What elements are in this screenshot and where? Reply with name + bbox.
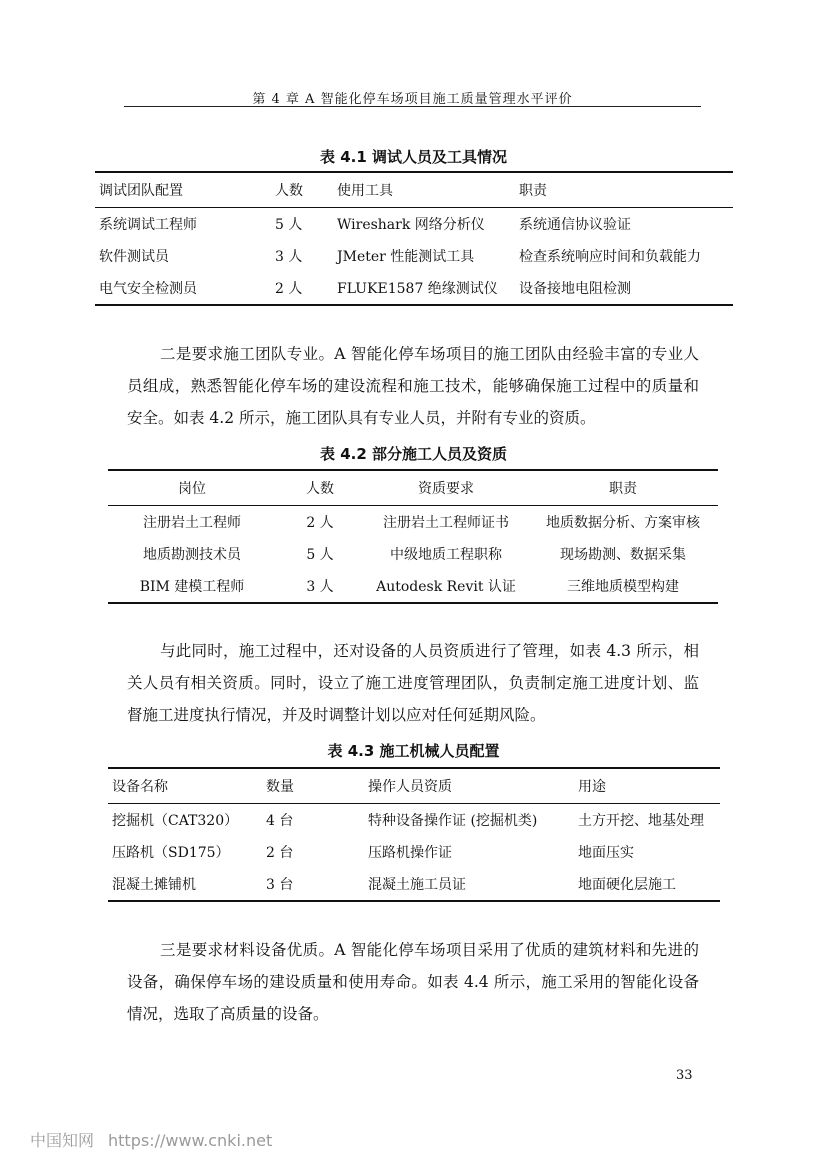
table-cell: 5 人 [275, 217, 303, 233]
page-number: 33 [676, 1068, 693, 1083]
running-header: 第 4 章 A 智能化停车场项目施工质量管理水平评价 [252, 92, 573, 107]
table-cell: Autodesk Revit 认证 [376, 579, 516, 595]
table-cell: 注册岩土工程师证书 [383, 515, 509, 531]
table3-header-row [108, 768, 720, 804]
table-cell: BIM 建模工程师 [139, 579, 245, 595]
table-cell: 软件测试员 [99, 249, 169, 265]
table1-col-header: 职责 [519, 183, 547, 199]
table3-col-header: 操作人员资质 [368, 779, 452, 795]
table-cell: 三维地质模型构建 [567, 579, 679, 595]
table-row [108, 570, 718, 603]
table-cell: 3 人 [275, 249, 303, 265]
table-cell: 特种设备操作证 (挖掘机类) [368, 813, 538, 829]
table-row [108, 868, 720, 901]
table-row [108, 506, 718, 539]
table1-col-header: 使用工具 [337, 183, 393, 199]
table3-col-header: 用途 [578, 779, 606, 795]
table2-caption: 表 4.2 部分施工人员及资质 [319, 445, 508, 463]
table-row [95, 208, 733, 241]
table-cell: 中级地质工程职称 [390, 547, 502, 563]
table-cell: 混凝土摊铺机 [112, 877, 196, 893]
table-cell: 设备接地电阻检测 [519, 281, 631, 297]
table-cell: 现场勘测、数据采集 [560, 547, 686, 563]
table1-col-header: 调试团队配置 [99, 183, 183, 199]
table1-caption: 表 4.1 调试人员及工具情况 [319, 148, 508, 166]
table3 [108, 767, 720, 902]
table-cell: 土方开挖、地基处理 [578, 813, 704, 829]
table-cell: 2 人 [275, 281, 303, 297]
table-cell: 电气安全检测员 [99, 281, 197, 297]
table1 [95, 171, 733, 306]
table-cell: 地质数据分析、方案审核 [546, 515, 700, 531]
table2-col-header: 岗位 [178, 481, 206, 497]
table-cell: 压路机操作证 [368, 845, 452, 861]
watermark-brand: 中国知网 [30, 1131, 95, 1150]
table-cell: 4 台 [266, 813, 294, 829]
paragraph-1 [127, 338, 699, 434]
table-cell: 地质勘测技术员 [143, 547, 241, 563]
table-cell: 混凝土施工员证 [368, 877, 466, 893]
paragraph-3 [127, 934, 699, 1030]
table2-col-header: 资质要求 [418, 481, 474, 497]
table-row [108, 836, 720, 868]
table2-col-header: 人数 [306, 481, 334, 497]
table-cell: 挖掘机（CAT320） [112, 813, 239, 829]
table-cell: FLUKE1587 绝缘测试仪 [337, 281, 498, 297]
table-cell: 地面硬化层施工 [578, 877, 676, 893]
table-cell: 2 人 [306, 515, 334, 531]
table-cell: 3 人 [306, 579, 334, 595]
table-cell: 5 人 [306, 547, 334, 563]
paragraph-text: 二是要求施工团队专业。A 智能化停车场项目的施工团队由经验丰富的专业人员组成，熟悉智能化停车场的建设流程和施工技术，能够确保施工过程中的质量和安全。如表 4.2 所示，施工团队具有专业人员，并附有专业的资质。 [127, 345, 699, 427]
header-rule [124, 106, 701, 107]
table-cell: JMeter 性能测试工具 [337, 249, 475, 265]
watermark [30, 1128, 272, 1151]
table-cell: 3 台 [266, 877, 294, 893]
table2 [108, 469, 718, 604]
table-row [108, 538, 718, 570]
table-cell: 系统调试工程师 [99, 217, 197, 233]
table-cell: Wireshark 网络分析仪 [337, 217, 485, 233]
table1-header-row [95, 172, 733, 208]
table-cell: 2 台 [266, 845, 294, 861]
watermark-url[interactable]: https://www.cnki.net [108, 1131, 273, 1150]
table-row [95, 240, 733, 272]
table-row [95, 272, 733, 305]
table-row [108, 804, 720, 837]
paragraph-2 [127, 635, 699, 731]
table3-caption: 表 4.3 施工机械人员配置 [327, 742, 500, 760]
table2-header-row [108, 470, 718, 506]
table-cell: 系统通信协议验证 [519, 217, 631, 233]
paragraph-text: 与此同时，施工过程中，还对设备的人员资质进行了管理，如表 4.3 所示，相关人员有相关资质。同时，设立了施工进度管理团队，负责制定施工进度计划、监督施工进度执行情况，并及时调整计划以应对任何延期风险。 [127, 642, 699, 724]
table2-col-header: 职责 [609, 481, 637, 497]
table-cell: 压路机（SD175） [112, 845, 230, 861]
paragraph-text: 三是要求材料设备优质。A 智能化停车场项目采用了优质的建筑材料和先进的设备，确保停车场的建设质量和使用寿命。如表 4.4 所示，施工采用的智能化设备情况，选取了高质量的设备。 [127, 941, 699, 1023]
table3-col-header: 数量 [266, 779, 294, 795]
table3-col-header: 设备名称 [112, 779, 168, 795]
table-cell: 检查系统响应时间和负载能力 [519, 249, 701, 265]
table-cell: 地面压实 [578, 845, 634, 861]
table1-col-header: 人数 [275, 183, 303, 199]
table-cell: 注册岩土工程师 [143, 515, 241, 531]
